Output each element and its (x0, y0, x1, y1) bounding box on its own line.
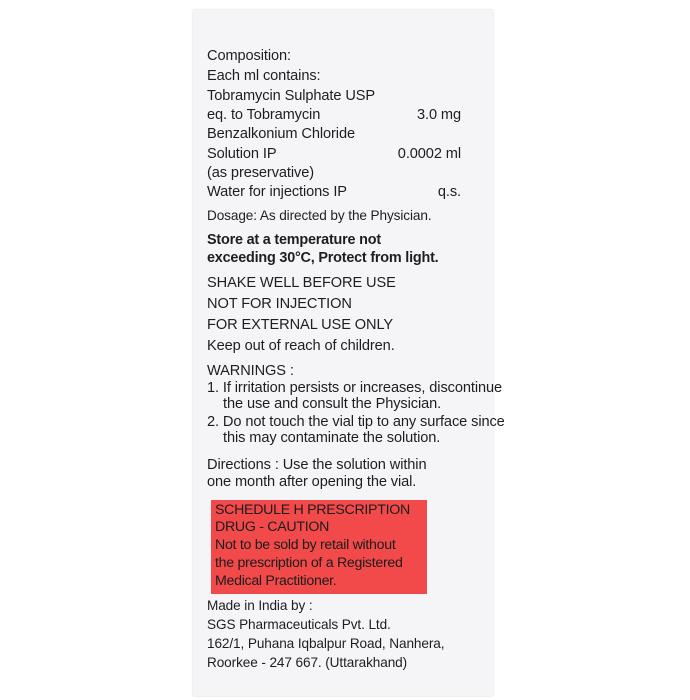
manufacturer-line-1: Made in India by : (207, 598, 313, 613)
schedule-line-4: the prescription of a Registered (215, 555, 403, 571)
schedule-line-5: Medical Practitioner. (215, 573, 337, 589)
ingredient-3-quantity: q.s. (437, 184, 461, 200)
manufacturer-address-2: Roorkee - 247 667. (Uttarakhand) (207, 655, 408, 670)
schedule-line-3: Not to be sold by retail without (215, 537, 396, 553)
directions-line-1: Directions : Use the solution within (207, 457, 427, 473)
ingredient-2-sub: Solution IP (207, 146, 277, 162)
dosage-line: Dosage: As directed by the Physician. (207, 208, 432, 223)
each-ml-line: Each ml contains: (207, 68, 321, 84)
warnings-heading: WARNINGS : (207, 363, 294, 379)
manufacturer-name: SGS Pharmaceuticals Pvt. Ltd. (207, 617, 391, 632)
instruction-not-injection: NOT FOR INJECTION (207, 296, 352, 312)
instruction-external-use: FOR EXTERNAL USE ONLY (207, 317, 394, 333)
schedule-h-caution-box (211, 500, 427, 594)
carton-panel (193, 10, 505, 696)
manufacturer-address-1: 162/1, Puhana Iqbalpur Road, Nanhera, (207, 636, 445, 651)
directions-line-2: one month after opening the vial. (207, 474, 417, 490)
warning-1-line-2: the use and consult the Physician. (223, 396, 442, 412)
storage-line-1: Store at a temperature not (207, 232, 381, 248)
warning-1-line-1: 1. If irritation persists or increases, discontinue (207, 380, 503, 396)
warning-2-line-1: 2. Do not touch the vial tip to any surface since (207, 414, 505, 430)
ingredient-1-equivalent: eq. to Tobramycin (207, 107, 321, 123)
composition-heading: Composition: (207, 48, 291, 64)
schedule-line-1: SCHEDULE H PRESCRIPTION (215, 502, 410, 518)
instruction-shake: SHAKE WELL BEFORE USE (207, 275, 396, 291)
ingredient-1-quantity: 3.0 mg (416, 107, 461, 123)
ingredient-3-name: Water for injections IP (207, 184, 347, 200)
instruction-children: Keep out of reach of children. (207, 338, 395, 354)
storage-line-2: exceeding 30°C, Protect from light. (207, 250, 439, 266)
ingredient-2-name: Benzalkonium Chloride (207, 126, 355, 142)
ingredient-1-name: Tobramycin Sulphate USP (207, 88, 376, 104)
ingredient-2-quantity: 0.0002 ml (397, 146, 461, 162)
warning-2-line-2: this may contaminate the solution. (223, 430, 441, 446)
ingredient-2-note: (as preservative) (207, 165, 314, 181)
schedule-line-2: DRUG - CAUTION (215, 519, 330, 535)
